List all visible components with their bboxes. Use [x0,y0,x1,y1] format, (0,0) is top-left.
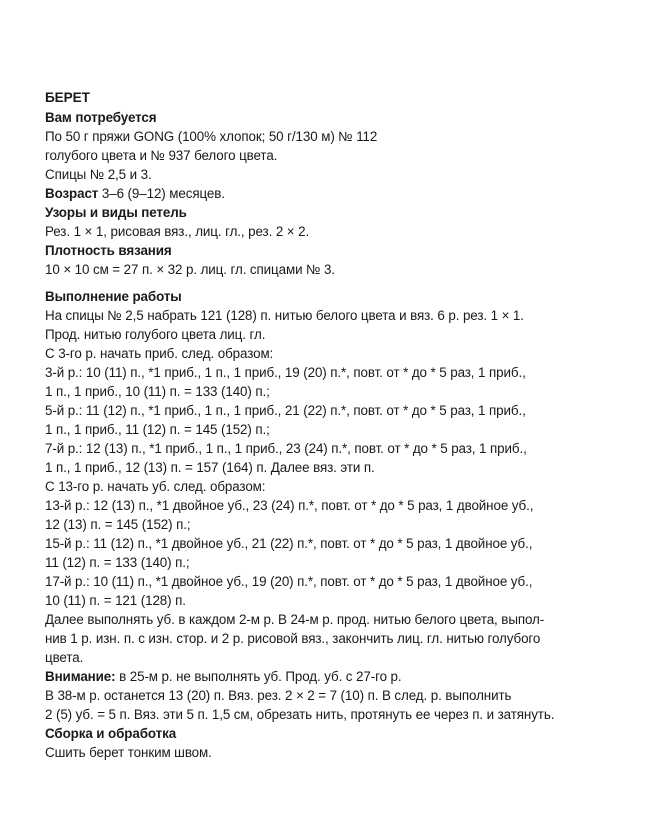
instruction-line: 5-й р.: 11 (12) п., *1 приб., 1 п., 1 приб., 21 (22) п.*, повт. от * до * 5 раз, 1 приб., [45,403,526,418]
patterns-heading: Узоры и виды петель [45,205,187,220]
instruction-line: 7-й р.: 12 (13) п., *1 приб., 1 п., 1 приб., 23 (24) п.*, повт. от * до * 5 раз, 1 приб., [45,441,527,456]
instruction-line: цвета. [45,650,84,665]
instruction-line: 1 п., 1 приб., 12 (13) п. = 157 (164) п. Далее вяз. эти п. [45,460,375,475]
instruction-line: Прод. нитью голубого цвета лиц. гл. [45,327,266,342]
instruction-line: Далее выполнять уб. в каждом 2-м р. В 24-м р. прод. нитью белого цвета, выпол- [45,612,545,627]
age-line [45,184,645,203]
instruction-line: 1 п., 1 приб., 11 (12) п. = 145 (152) п.; [45,422,270,437]
age-value: 3–6 (9–12) месяцев. [98,186,225,201]
instruction-line: На спицы № 2,5 набрать 121 (128) п. нитью белого цвета и вяз. 6 р. рез. 1 × 1. [45,308,524,323]
gauge-line: 10 × 10 см = 27 п. × 32 р. лиц. гл. спицами № 3. [45,262,335,277]
attention-detail-line: 2 (5) уб. = 5 п. Вяз. эти 5 п. 1,5 см, обрезать нить, протянуть ее через п. и затянуть. [45,707,555,722]
instructions-heading: Выполнение работы [45,289,182,304]
instruction-line: 11 (12) п. = 133 (140) п.; [45,555,190,570]
materials-line: голубого цвета и № 937 белого цвета. [45,148,278,163]
patterns-line: Рез. 1 × 1, рисовая вяз., лиц. гл., рез. 2 × 2. [45,224,310,239]
instruction-line: нив 1 р. изн. п. с изн. стор. и 2 р. рисовой вяз., закончить лиц. гл. нитью голубого [45,631,541,646]
gauge-heading: Плотность вязания [45,243,172,258]
attention-label: Внимание: [45,669,116,684]
instruction-line: 3-й р.: 10 (11) п., *1 приб., 1 п., 1 приб., 19 (20) п.*, повт. от * до * 5 раз, 1 приб., [45,365,526,380]
instruction-line: 12 (13) п. = 145 (152) п.; [45,517,191,532]
assembly-line: Сшить берет тонким швом. [45,745,212,760]
instruction-line: 17-й р.: 10 (11) п., *1 двойное уб., 19 (20) п.*, повт. от * до * 5 раз, 1 двойное уб., [45,574,533,589]
materials-heading: Вам потребуется [45,110,157,125]
document-page [45,88,645,762]
attention-detail-line: В 38-м р. останется 13 (20) п. Вяз. рез. 2 × 2 = 7 (10) п. В след. р. выполнить [45,688,512,703]
attention-line [45,667,645,686]
instruction-line: С 3-го р. начать приб. след. образом: [45,346,274,361]
age-label: Возраст [45,186,99,201]
instruction-line: 13-й р.: 12 (13) п., *1 двойное уб., 23 (24) п.*, повт. от * до * 5 раз, 1 двойное уб., [45,498,534,513]
instruction-line: 10 (11) п. = 121 (128) п. [45,593,186,608]
document-title: БЕРЕТ [45,90,90,105]
instruction-line: С 13-го р. начать уб. след. образом: [45,479,266,494]
instruction-line: 1 п., 1 приб., 10 (11) п. = 133 (140) п.; [45,384,270,399]
assembly-heading: Сборка и обработка [45,726,177,741]
attention-value: в 25-м р. не выполнять уб. Прод. уб. с 27-го р. [115,669,402,684]
materials-line: По 50 г пряжи GONG (100% хлопок; 50 г/130 м) № 112 [45,129,378,144]
materials-line: Спицы № 2,5 и 3. [45,167,152,182]
instruction-line: 15-й р.: 11 (12) п., *1 двойное уб., 21 (22) п.*, повт. от * до * 5 раз, 1 двойное уб., [45,536,533,551]
